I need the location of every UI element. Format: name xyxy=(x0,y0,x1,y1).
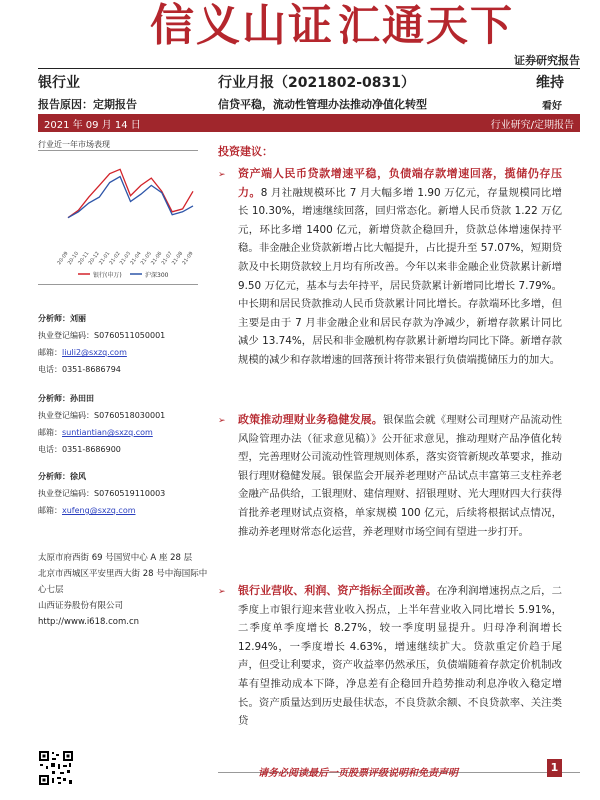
bullet-highlight: 政策推动理财业务稳健发展。 xyxy=(238,413,383,426)
address-block xyxy=(38,550,208,630)
legend-label-1: 银行(申万) xyxy=(93,272,122,279)
analyst-phone: 电话：0351-8686794 xyxy=(38,365,121,374)
x-tick-label: 20-12 xyxy=(87,250,101,267)
analyst-email-link[interactable]: xufeng@sxzq.com xyxy=(62,506,136,515)
chart-svg xyxy=(38,151,198,286)
analyst-email-link[interactable]: suntiantian@sxzq.com xyxy=(62,428,153,437)
analyst-name: 分析师：孙田田 xyxy=(38,394,94,403)
analyst-reg: 执业登记编码：S0760519110003 xyxy=(38,489,166,498)
x-tick-label: 20-09 xyxy=(56,250,70,267)
arrow-right-icon: ➢ xyxy=(218,170,226,180)
arrow-right-icon: ➢ xyxy=(218,416,226,426)
x-tick-label: 20-11 xyxy=(77,250,91,267)
analyst-phone: 电话：0351-8686900 xyxy=(38,445,121,454)
analyst-name: 分析师：徐风 xyxy=(38,472,86,481)
x-tick-label: 21-03 xyxy=(118,250,133,267)
bullet-highlight: 银行业营收、利润、资产指标全面改善。 xyxy=(238,584,437,597)
bullet-highlight: 资产端人民币贷款增速平稳，负债端存款增速回落，揽储仍存压力。 xyxy=(238,167,562,199)
report-subtitle: 信贷平稳，流动性管理办法推动净值化转型 xyxy=(218,98,427,111)
analyst-reg: 执业登记编码：S0760518030001 xyxy=(38,411,166,420)
report-reason: 报告原因：定期报告 xyxy=(38,98,137,111)
x-tick-label: 20-10 xyxy=(66,250,81,267)
x-tick-label: 21-01 xyxy=(98,250,112,267)
brand-logo-text xyxy=(150,0,514,52)
bullet-text: 8 月社融规模环比 7 月大幅多增 1.90 万亿元，存量规模同比增长 10.30%，增速继续回落，回归常态化。新增人民币贷款 1.22 万亿元，环比多增 1400 亿元，新增贷款企稳回升，贷款总体增速保持平稳。非金融企业贷款新增占比大幅提升，占比提升至 57.07%，短期贷款及中长期贷款较上月均有所改善。今年以来非金融企业贷款累计新增 9.50 万亿元，基本与去年持平，居民贷款累计新增同比增长 7.79%。中长期和居民贷款推动人民币贷款累计同比增长。存款端环比多增，但主要是由于 7 月非金融企业和居民存款为净减少，新增存款累计同比减少 13.74%，居民和非金融机构存款累计新增均同比下降。新增存款规模的减少和存款增速的回落预计将带来银行负债端揽储压力的加大。 xyxy=(238,186,562,366)
analyst-name: 分析师：刘丽 xyxy=(38,314,86,323)
series-line-1 xyxy=(68,169,193,217)
analyst-card-3 xyxy=(38,468,165,519)
footer-disclaimer: 请务必阅读最后一页股票评级说明和免责声明 xyxy=(258,768,458,779)
analyst-reg: 执业登记编码：S0760511050001 xyxy=(38,331,166,340)
x-tick-label: 21-04 xyxy=(129,250,143,267)
arrow-right-icon: ➢ xyxy=(218,587,226,597)
industry-name: 银行业 xyxy=(38,75,80,91)
analyst-email-link[interactable]: liuli2@sxzq.com xyxy=(62,348,127,357)
email-label: 邮箱： xyxy=(38,428,62,437)
report-category: 行业研究/定期报告 xyxy=(490,119,574,131)
email-label: 邮箱： xyxy=(38,506,62,515)
report-title: 行业月报（2021802-0831） xyxy=(218,75,415,91)
rating: 维持 xyxy=(536,75,564,91)
analyst-card-2 xyxy=(38,390,165,458)
analyst-card-1 xyxy=(38,310,165,378)
market-chart xyxy=(38,150,198,285)
x-tick-label: 21-09 xyxy=(181,250,195,267)
website-link[interactable]: http://www.i618.com.cn xyxy=(38,617,140,627)
company-name: 山西证券股份有限公司 xyxy=(38,601,124,611)
x-tick-label: 21-02 xyxy=(108,250,122,267)
brand-text-2: 汇通天下 xyxy=(338,1,515,50)
rating-detail: 看好 xyxy=(542,101,562,112)
report-type: 证券研究报告 xyxy=(514,54,580,67)
address-line-1: 太原市府西街 69 号国贸中心 A 座 28 层 xyxy=(38,553,193,563)
brand-text-1: 信义山证 xyxy=(150,0,334,51)
address-line-2: 北京市西城区平安里西大街 28 号中海国际中心七层 xyxy=(38,569,208,595)
advice-bullet-2 xyxy=(218,411,562,541)
x-tick-label: 21-07 xyxy=(160,250,174,267)
page-number: 1 xyxy=(547,759,562,777)
date-band xyxy=(38,114,580,132)
advice-bullet-3 xyxy=(218,582,562,731)
bullet-text: 在净利润增速拐点之后，二季度上市银行迎来营业收入拐点，上半年营业收入同比增长 5.91%，二季度单季度增长 8.27%，较一季度明显提升。归母净利润增长 12.94%，一季度增长 4.63%，增速继续扩大。贷款重定价趋于尾声，但受让利要求，资产收益率仍然承压，负债端随着存款定价机制改革有望推动成本下降，净息差有企稳回升趋势推动利息净收入稳定增长。资产质量达到历史最佳状态，不良贷款余额、不良贷款率、关注类贷 xyxy=(238,585,563,728)
qr-code-icon xyxy=(38,750,74,786)
bullet-text: 银保监会就《理财公司理财产品流动性风险管理办法（征求意见稿）》公开征求意见，推动理财产品净值化转型，完善理财公司流动性管理规则体系，落实资管新规改革要求，推动银行理财稳健发展。银保监会开展养老理财产品试点丰富第三支柱养老金融产品供给，工银理财、建信理财、招银理财、光大理财四大行获得首批养老理财试点资格，单家规模 100 亿元，后续将根据试点情况，推动养老理财常态化运营，养老理财市场空间有望进一步打开。 xyxy=(238,414,562,538)
investment-advice-heading: 投资建议： xyxy=(218,145,273,158)
legend-label-2: 沪深300 xyxy=(145,272,169,279)
chart-caption: 行业近一年市场表现 xyxy=(38,140,110,149)
advice-bullet-1 xyxy=(218,165,562,370)
x-tick-label: 21-05 xyxy=(139,250,153,267)
report-date: 2021 年 09 月 14 日 xyxy=(44,119,141,131)
x-tick-label: 21-08 xyxy=(170,250,185,267)
header-divider xyxy=(38,68,580,69)
email-label: 邮箱： xyxy=(38,348,62,357)
x-tick-label: 21-06 xyxy=(150,250,164,267)
